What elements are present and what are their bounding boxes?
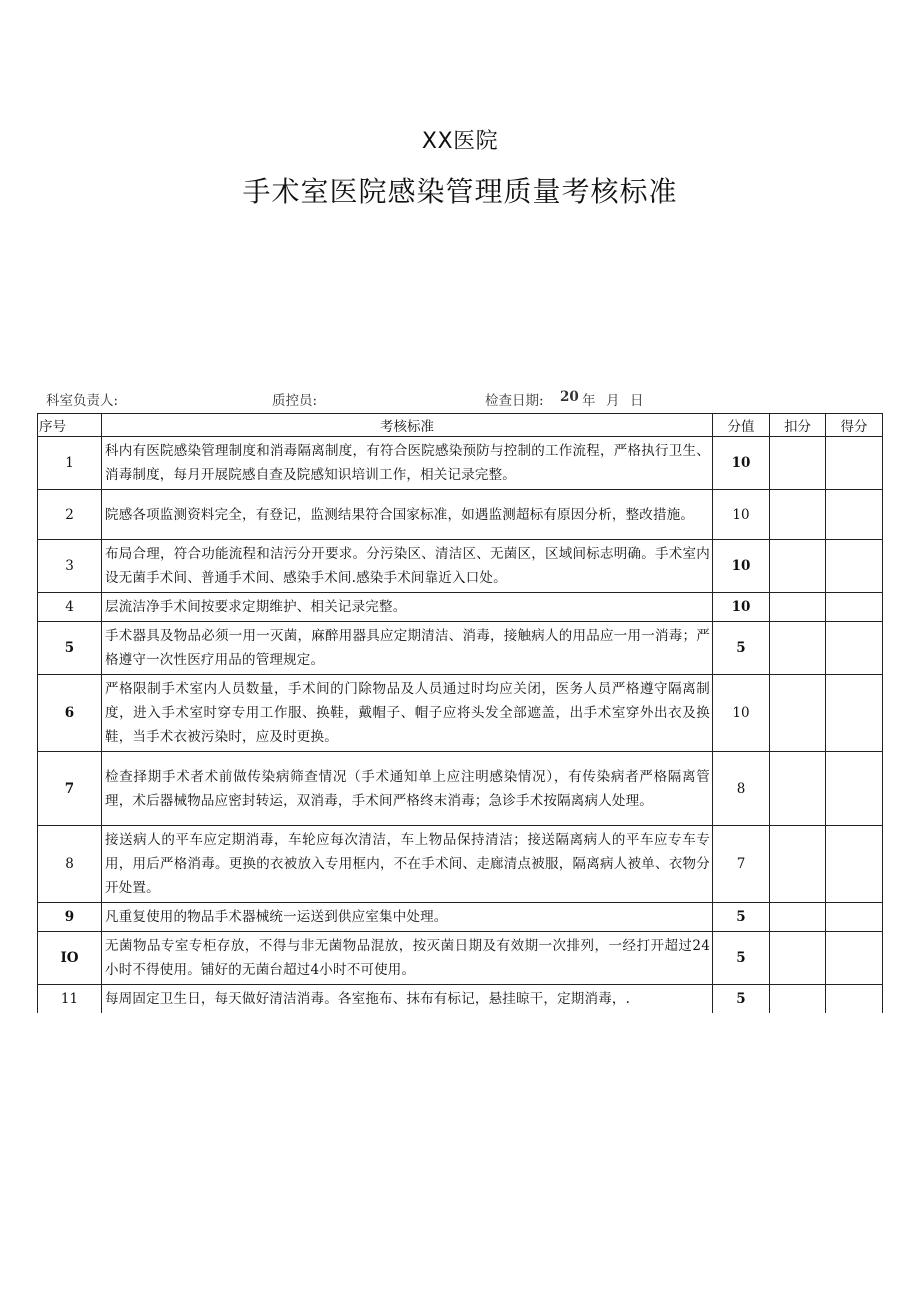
row-score: 5 — [713, 903, 770, 932]
table-row — [38, 593, 883, 622]
hospital-name: XX医院 — [421, 129, 499, 154]
qc-label: 质控员: — [272, 393, 318, 409]
row-seq: 2 — [38, 490, 102, 540]
table-row — [38, 540, 883, 593]
row-standard: 每周固定卫生日，每天做好清洁消毒。各室拖布、抹布有标记，悬挂晾干，定期消毒，. — [102, 985, 713, 1014]
row-standard: 院感各项监测资料完全，有登记，监测结果符合国家标准，如遇监测超标有原因分析，整改措施。 — [102, 490, 713, 540]
row-seq: IO — [38, 932, 102, 985]
row-score: 5 — [713, 985, 770, 1014]
month-label: 月 — [606, 393, 620, 409]
row-deduct-cell[interactable] — [770, 752, 826, 826]
table-row — [38, 675, 883, 752]
row-earned-cell[interactable] — [826, 540, 883, 593]
table-row — [38, 985, 883, 1014]
row-seq: 9 — [38, 903, 102, 932]
table-row — [38, 903, 883, 932]
assessment-table — [37, 413, 883, 1013]
row-score: 7 — [713, 826, 770, 903]
row-deduct-cell[interactable] — [770, 437, 826, 490]
row-standard: 科内有医院感染管理制度和消毒隔离制度，有符合医院感染预防与控制的工作流程，严格执行卫生、消毒制度，每月开展院感自查及院感知识培训工作，相关记录完整。 — [102, 437, 713, 490]
row-deduct-cell[interactable] — [770, 826, 826, 903]
table-row — [38, 826, 883, 903]
table-header-row — [38, 414, 883, 437]
row-earned-cell[interactable] — [826, 622, 883, 675]
row-standard: 层流洁净手术间按要求定期维护、相关记录完整。 — [102, 593, 713, 622]
row-standard: 严格限制手术室内人员数量，手术间的门除物品及人员通过时均应关闭，医务人员严格遵守隔离制度，进入手术室时穿专用工作服、换鞋，戴帽子、帽子应将头发全部遮盖，出手术室穿外出衣及换鞋，当手术衣被污染时，应及时更换。 — [102, 675, 713, 752]
row-earned-cell[interactable] — [826, 985, 883, 1014]
row-standard: 接送病人的平车应定期消毒，车轮应每次清洁，车上物品保持清洁；接送隔离病人的平车应专车专用，用后严格消毒。更换的衣被放入专用框内，不在手术间、走廊清点被服，隔离病人被单、衣物分开处置。 — [102, 826, 713, 903]
document-title: 手术室医院感染管理质量考核标准 — [242, 175, 678, 208]
header-earned: 得分 — [826, 414, 883, 437]
row-seq: 11 — [38, 985, 102, 1014]
header-deduct: 扣分 — [770, 414, 826, 437]
row-earned-cell[interactable] — [826, 437, 883, 490]
row-seq: 5 — [38, 622, 102, 675]
date-year-value: 20 — [560, 389, 579, 405]
row-score: 10 — [713, 593, 770, 622]
row-earned-cell[interactable] — [826, 490, 883, 540]
row-deduct-cell[interactable] — [770, 490, 826, 540]
row-deduct-cell[interactable] — [770, 903, 826, 932]
inspection-info-row — [0, 389, 920, 411]
date-label: 检查日期: — [485, 393, 544, 409]
row-score: 10 — [713, 490, 770, 540]
row-deduct-cell[interactable] — [770, 593, 826, 622]
row-score: 10 — [713, 437, 770, 490]
row-seq: 3 — [38, 540, 102, 593]
row-standard: 无菌物品专室专柜存放，不得与非无菌物品混放，按灭菌日期及有效期一次排列，一经打开超过24小时不得使用。铺好的无菌台超过4小时不可使用。 — [102, 932, 713, 985]
row-earned-cell[interactable] — [826, 593, 883, 622]
table-row — [38, 622, 883, 675]
row-standard: 凡重复使用的物品手术器械统一运送到供应室集中处理。 — [102, 903, 713, 932]
row-earned-cell[interactable] — [826, 826, 883, 903]
row-standard: 布局合理，符合功能流程和洁污分开要求。分污染区、清洁区、无菌区，区域间标志明确。手术室内设无菌手术间、普通手术间、感染手术间.感染手术间靠近入口处。 — [102, 540, 713, 593]
table-row — [38, 932, 883, 985]
row-deduct-cell[interactable] — [770, 622, 826, 675]
row-score: 5 — [713, 932, 770, 985]
row-score: 8 — [713, 752, 770, 826]
row-standard: 检查择期手术者术前做传染病筛查情况（手术通知单上应注明感染情况），有传染病者严格隔离管理，术后器械物品应密封转运，双消毒，手术间严格终末消毒；急诊手术按隔离病人处理。 — [102, 752, 713, 826]
header-score: 分值 — [713, 414, 770, 437]
table-row — [38, 752, 883, 826]
row-deduct-cell[interactable] — [770, 540, 826, 593]
header-standard: 考核标准 — [102, 414, 713, 437]
header-seq: 序号 — [38, 414, 102, 437]
table-row — [38, 490, 883, 540]
table-row — [38, 437, 883, 490]
day-label: 日 — [630, 393, 644, 409]
row-earned-cell[interactable] — [826, 675, 883, 752]
row-seq: 6 — [38, 675, 102, 752]
dept-head-label: 科室负责人: — [46, 393, 119, 409]
row-seq: 7 — [38, 752, 102, 826]
row-deduct-cell[interactable] — [770, 932, 826, 985]
row-earned-cell[interactable] — [826, 752, 883, 826]
row-seq: 8 — [38, 826, 102, 903]
row-score: 10 — [713, 540, 770, 593]
row-deduct-cell[interactable] — [770, 675, 826, 752]
row-seq: 1 — [38, 437, 102, 490]
row-earned-cell[interactable] — [826, 932, 883, 985]
row-earned-cell[interactable] — [826, 903, 883, 932]
row-standard: 手术器具及物品必须一用一灭菌，麻醉用器具应定期清洁、消毒，接触病人的用品应一用一消毒；严格遵守一次性医疗用品的管理规定。 — [102, 622, 713, 675]
year-label: 年 — [582, 393, 596, 409]
row-score: 10 — [713, 675, 770, 752]
assessment-table-wrapper — [37, 413, 882, 1013]
row-deduct-cell[interactable] — [770, 985, 826, 1014]
row-seq: 4 — [38, 593, 102, 622]
row-score: 5 — [713, 622, 770, 675]
